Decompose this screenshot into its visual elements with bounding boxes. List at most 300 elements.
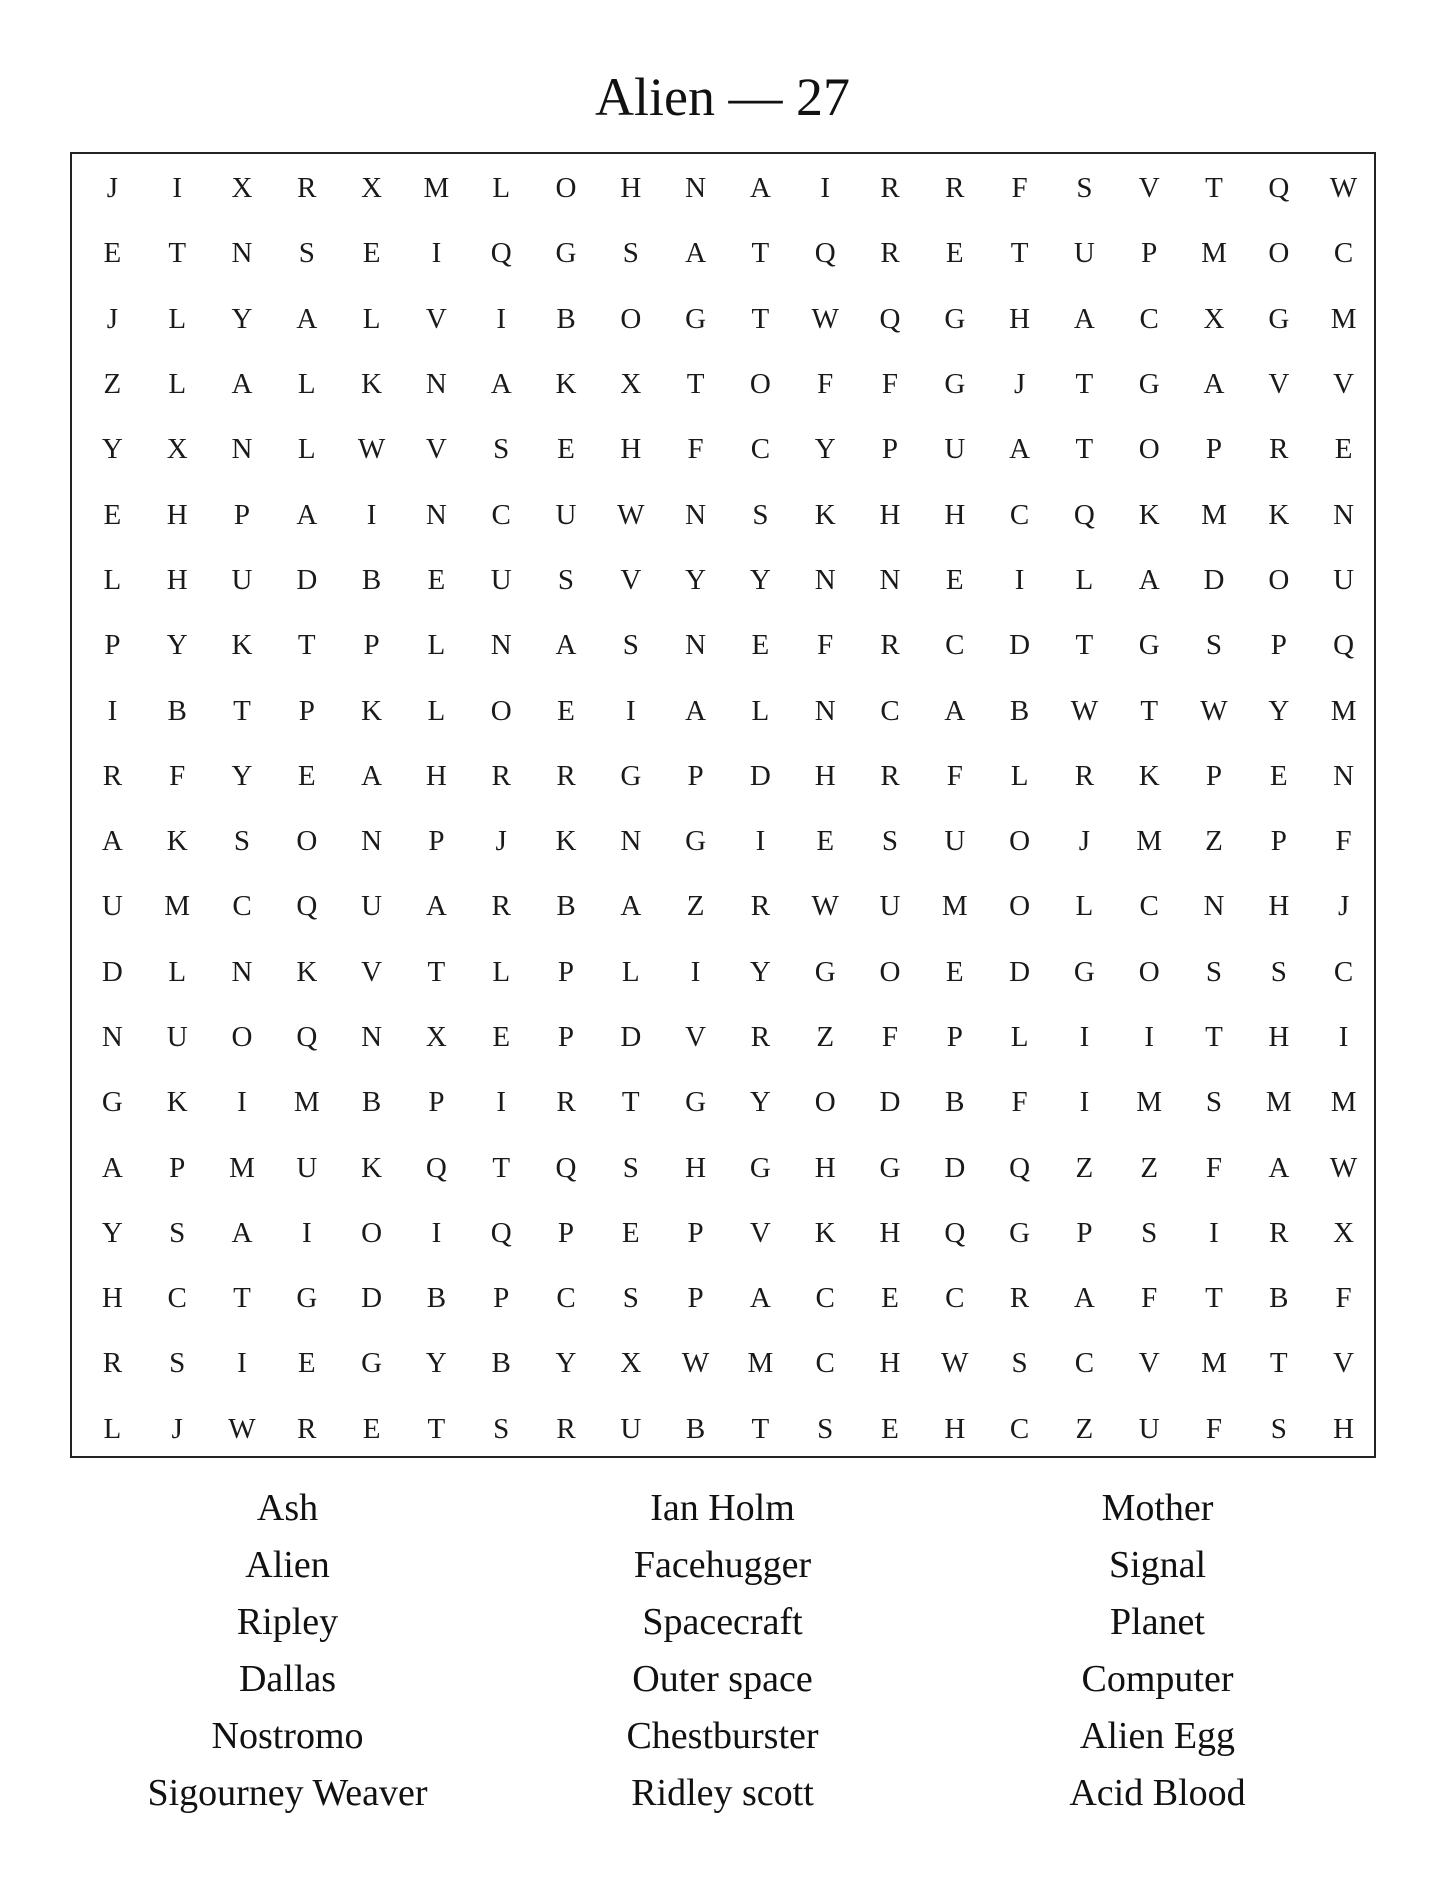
grid-cell: L: [168, 302, 187, 335]
grid-cell: F: [881, 1021, 899, 1053]
grid-cell: K: [296, 955, 318, 988]
grid-cell: U: [879, 890, 901, 923]
grid-cell: A: [490, 368, 512, 401]
grid-cell: T: [233, 1282, 251, 1315]
grid-cell: I: [431, 237, 442, 270]
grid-cell: S: [622, 237, 639, 270]
grid-cell: S: [557, 563, 575, 596]
grid-cell: Z: [1075, 1412, 1094, 1445]
grid-cell: Z: [1205, 825, 1223, 858]
word-list-item: Computer: [1081, 1658, 1234, 1700]
grid-cell: P: [493, 1282, 510, 1315]
grid-cell: A: [1203, 368, 1225, 401]
grid-cell: W: [811, 302, 839, 335]
grid-cell: H: [166, 498, 188, 531]
grid-cell: A: [1009, 433, 1031, 466]
grid-cell: S: [233, 825, 251, 858]
grid-cell: X: [620, 368, 642, 401]
word-list-item: Sigourney Weaver: [147, 1772, 428, 1814]
grid-cell: W: [941, 1347, 969, 1380]
grid-cell: Q: [1073, 498, 1095, 531]
grid-cell: H: [1268, 1021, 1290, 1053]
grid-cell: H: [944, 498, 966, 531]
grid-cell: N: [814, 563, 836, 596]
grid-cell: D: [944, 1151, 966, 1184]
grid-cell: Y: [101, 433, 123, 466]
grid-cell: P: [1076, 1216, 1093, 1249]
grid-cell: N: [685, 498, 707, 531]
grid-cell: K: [166, 825, 188, 858]
grid-cell: M: [423, 172, 450, 205]
grid-cell: X: [1333, 1216, 1355, 1249]
grid-cell: A: [749, 172, 771, 205]
grid-cell: E: [103, 498, 122, 531]
grid-cell: M: [293, 1086, 320, 1119]
grid-cell: T: [621, 1086, 640, 1119]
grid-cell: L: [297, 433, 316, 466]
grid-cell: H: [101, 1282, 123, 1315]
grid-cell: N: [101, 1021, 123, 1053]
grid-cell: P: [1141, 237, 1158, 270]
grid-cell: Z: [103, 368, 122, 401]
grid-cell: S: [622, 1151, 639, 1184]
grid-cell: U: [620, 1412, 642, 1445]
grid-cell: B: [426, 1282, 447, 1315]
grid-cell: T: [1010, 237, 1029, 270]
grid-cell: L: [103, 1412, 122, 1445]
grid-cell: G: [685, 1086, 707, 1119]
grid-cell: F: [1335, 1282, 1352, 1315]
grid-cell: E: [297, 759, 316, 792]
grid-cell: G: [814, 955, 836, 988]
grid-cell: Y: [231, 759, 253, 792]
grid-cell: B: [361, 1086, 382, 1119]
grid-cell: P: [104, 629, 121, 662]
grid-cell: O: [1138, 955, 1160, 988]
grid-cell: X: [425, 1021, 447, 1053]
grid-cell: H: [1009, 302, 1031, 335]
word-list-item: Facehugger: [633, 1544, 812, 1586]
grid-cell: Q: [1333, 629, 1355, 662]
grid-cell: N: [1203, 890, 1225, 923]
grid-cell: B: [556, 890, 576, 923]
grid-cell: Q: [490, 237, 512, 270]
grid-cell: R: [491, 890, 511, 923]
grid-cell: I: [625, 694, 636, 727]
grid-cell: C: [232, 890, 252, 923]
grid-cell: V: [1138, 1347, 1160, 1380]
grid-cell: H: [425, 759, 447, 792]
grid-cell: P: [363, 629, 380, 662]
grid-cell: B: [167, 694, 187, 727]
grid-cell: E: [621, 1216, 640, 1249]
grid-cell: K: [361, 368, 383, 401]
grid-cell: S: [1270, 955, 1287, 988]
grid-cell: O: [879, 955, 901, 988]
grid-cell: E: [1334, 433, 1353, 466]
grid-cell: S: [1011, 1347, 1028, 1380]
grid-cell: P: [1205, 433, 1223, 466]
grid-cell: D: [296, 563, 318, 596]
grid-cell: J: [495, 825, 507, 858]
word-search-grid-frame: [70, 152, 1376, 1458]
grid-cell: X: [620, 1347, 642, 1380]
grid-cell: I: [496, 1086, 507, 1119]
grid-cell: K: [361, 694, 383, 727]
grid-cell: R: [102, 1347, 123, 1380]
grid-cell: E: [427, 563, 446, 596]
grid-cell: Y: [425, 1347, 447, 1380]
word-list-item: Nostromo: [211, 1715, 364, 1757]
grid-cell: Y: [749, 955, 771, 988]
grid-cell: O: [1009, 825, 1031, 858]
grid-cell: R: [102, 759, 123, 792]
grid-cell: N: [1333, 759, 1355, 792]
grid-cell: E: [945, 563, 964, 596]
grid-cell: N: [231, 955, 253, 988]
grid-cell: G: [944, 368, 966, 401]
grid-cell: Y: [1268, 694, 1290, 727]
grid-cell: O: [361, 1216, 383, 1249]
grid-cell: L: [427, 694, 446, 727]
grid-cell: T: [751, 302, 770, 335]
grid-cell: U: [490, 563, 512, 596]
grid-cell: R: [297, 172, 317, 205]
grid-cell: T: [1075, 433, 1094, 466]
grid-cell: E: [816, 825, 835, 858]
grid-cell: U: [231, 563, 253, 596]
grid-cell: A: [685, 237, 707, 270]
grid-cell: F: [169, 759, 186, 792]
grid-cell: B: [1009, 694, 1030, 727]
grid-cell: I: [172, 172, 183, 205]
grid-cell: H: [879, 498, 901, 531]
grid-cell: G: [944, 302, 966, 335]
grid-cell: U: [944, 825, 966, 858]
grid-cell: Y: [749, 563, 771, 596]
grid-cell: J: [1337, 890, 1350, 923]
grid-cell: Y: [685, 563, 707, 596]
grid-cell: D: [620, 1021, 642, 1053]
grid-cell: V: [749, 1216, 771, 1249]
grid-cell: R: [1269, 433, 1289, 466]
grid-cell: K: [555, 368, 577, 401]
grid-cell: O: [1268, 563, 1290, 596]
grid-cell: Z: [1140, 1151, 1159, 1184]
grid-cell: B: [491, 1347, 511, 1380]
grid-cell: Y: [749, 1086, 771, 1119]
grid-cell: F: [687, 433, 704, 466]
grid-cell: O: [490, 694, 512, 727]
grid-cell: M: [1201, 237, 1227, 270]
grid-cell: Q: [1009, 1151, 1031, 1184]
word-list-item: Spacecraft: [642, 1601, 803, 1643]
grid-cell: T: [427, 955, 446, 988]
grid-cell: Q: [814, 237, 836, 270]
grid-cell: S: [493, 1412, 510, 1445]
grid-cell: E: [297, 1347, 316, 1380]
grid-cell: H: [620, 172, 642, 205]
grid-cell: I: [1079, 1086, 1090, 1119]
grid-cell: L: [621, 955, 640, 988]
grid-cell: Y: [101, 1216, 123, 1249]
grid-cell: U: [296, 1151, 318, 1184]
grid-cell: V: [1333, 368, 1355, 401]
grid-cell: C: [945, 1282, 965, 1315]
grid-cell: B: [685, 1412, 706, 1445]
grid-cell: C: [1333, 237, 1354, 270]
grid-cell: P: [1270, 629, 1287, 662]
grid-cell: F: [817, 368, 834, 401]
grid-cell: M: [941, 890, 968, 923]
grid-cell: S: [1076, 172, 1093, 205]
grid-cell: I: [301, 1216, 312, 1249]
grid-cell: Q: [555, 1151, 577, 1184]
grid-cell: G: [620, 759, 642, 792]
grid-cell: L: [362, 302, 381, 335]
grid-cell: C: [815, 1347, 835, 1380]
grid-cell: H: [166, 563, 188, 596]
word-list-item: Chestburster: [626, 1715, 819, 1757]
grid-cell: V: [620, 563, 642, 596]
grid-cell: R: [1009, 1282, 1030, 1315]
grid-cell: A: [944, 694, 966, 727]
grid-cell: S: [169, 1216, 186, 1249]
grid-cell: H: [620, 433, 642, 466]
grid-cell: P: [687, 1282, 704, 1315]
grid-cell: T: [1075, 368, 1094, 401]
grid-cell: S: [817, 1412, 834, 1445]
grid-cell: N: [425, 498, 447, 531]
grid-cell: V: [685, 1021, 707, 1053]
grid-cell: Z: [816, 1021, 835, 1053]
grid-cell: K: [1138, 498, 1160, 531]
grid-cell: C: [167, 1282, 187, 1315]
grid-cell: L: [492, 955, 511, 988]
grid-cell: A: [296, 498, 318, 531]
grid-cell: L: [1075, 563, 1094, 596]
grid-cell: K: [1268, 498, 1290, 531]
grid-cell: R: [945, 172, 965, 205]
grid-cell: I: [820, 172, 831, 205]
grid-cell: A: [1268, 1151, 1290, 1184]
word-list-column: [940, 1480, 1375, 1822]
grid-cell: C: [945, 629, 965, 662]
grid-cell: Y: [166, 629, 188, 662]
word-list-item: Acid Blood: [1069, 1772, 1246, 1814]
word-search-grid: [80, 154, 1376, 1462]
grid-cell: V: [425, 302, 447, 335]
grid-cell: X: [231, 172, 253, 205]
grid-cell: F: [881, 368, 899, 401]
grid-cell: F: [1335, 825, 1352, 858]
grid-cell: D: [361, 1282, 383, 1315]
grid-cell: W: [1200, 694, 1228, 727]
grid-cell: A: [231, 1216, 253, 1249]
grid-cell: O: [1138, 433, 1160, 466]
grid-cell: C: [1074, 1347, 1095, 1380]
grid-cell: J: [1013, 368, 1026, 401]
grid-cell: I: [237, 1086, 247, 1119]
grid-cell: E: [945, 955, 964, 988]
grid-cell: U: [944, 433, 966, 466]
grid-cell: C: [1333, 955, 1354, 988]
grid-cell: O: [296, 825, 318, 858]
grid-cell: T: [297, 629, 316, 662]
grid-cell: E: [881, 1282, 899, 1315]
grid-cell: W: [1329, 172, 1358, 205]
grid-cell: P: [557, 1216, 575, 1249]
grid-cell: M: [1201, 1347, 1227, 1380]
word-list-column: [70, 1480, 505, 1822]
grid-cell: A: [1073, 302, 1095, 335]
word-list-item: Ripley: [236, 1601, 339, 1643]
grid-cell: P: [428, 1086, 445, 1119]
grid-cell: W: [617, 498, 645, 531]
grid-cell: I: [107, 694, 118, 727]
grid-cell: V: [425, 433, 447, 466]
grid-cell: I: [755, 825, 766, 858]
grid-cell: N: [231, 433, 253, 466]
grid-cell: G: [1138, 368, 1160, 401]
grid-cell: B: [361, 563, 382, 596]
grid-cell: U: [1138, 1412, 1160, 1445]
grid-cell: O: [814, 1086, 836, 1119]
grid-cell: J: [106, 172, 119, 205]
grid-cell: H: [814, 1151, 836, 1184]
grid-cell: S: [622, 629, 639, 662]
grid-cell: E: [945, 237, 964, 270]
grid-cell: M: [1201, 498, 1227, 531]
word-list-column: [505, 1480, 940, 1822]
grid-cell: V: [1268, 368, 1290, 401]
grid-cell: G: [1138, 629, 1160, 662]
grid-cell: S: [1141, 1216, 1158, 1249]
grid-cell: P: [298, 694, 315, 727]
grid-cell: G: [879, 1151, 901, 1184]
grid-cell: Q: [490, 1216, 512, 1249]
grid-cell: Q: [1268, 172, 1290, 205]
grid-cell: P: [557, 1021, 575, 1053]
grid-cell: N: [685, 172, 707, 205]
grid-cell: D: [1203, 563, 1225, 596]
grid-cell: R: [556, 1412, 576, 1445]
grid-cell: I: [431, 1216, 442, 1249]
grid-cell: H: [1333, 1412, 1355, 1445]
grid-cell: L: [492, 172, 511, 205]
grid-cell: N: [361, 1021, 383, 1053]
grid-cell: R: [880, 172, 900, 205]
grid-cell: Q: [296, 890, 318, 923]
grid-cell: C: [815, 1282, 835, 1315]
word-list-item: Signal: [1108, 1544, 1207, 1586]
grid-cell: M: [1265, 1086, 1292, 1119]
grid-cell: M: [164, 890, 191, 923]
grid-cell: L: [297, 368, 316, 401]
grid-cell: B: [1269, 1282, 1289, 1315]
grid-cell: L: [427, 629, 446, 662]
grid-cell: U: [101, 890, 123, 923]
grid-cell: V: [1138, 172, 1160, 205]
grid-cell: C: [1139, 890, 1159, 923]
grid-cell: I: [496, 302, 507, 335]
grid-cell: R: [880, 629, 900, 662]
grid-cell: W: [681, 1347, 710, 1380]
grid-cell: L: [1010, 1021, 1029, 1053]
grid-cell: W: [1329, 1151, 1358, 1184]
grid-cell: F: [1011, 1086, 1028, 1119]
grid-cell: P: [687, 759, 704, 792]
grid-cell: N: [685, 629, 707, 662]
grid-cell: H: [1268, 890, 1290, 923]
grid-cell: P: [233, 498, 251, 531]
grid-cell: Q: [296, 1021, 318, 1053]
grid-cell: T: [427, 1412, 446, 1445]
grid-cell: P: [1205, 759, 1223, 792]
grid-cell: C: [1009, 498, 1030, 531]
grid-cell: U: [1073, 237, 1095, 270]
grid-cell: A: [231, 368, 253, 401]
grid-cell: C: [1139, 302, 1159, 335]
grid-cell: M: [1330, 302, 1357, 335]
grid-cell: S: [1205, 955, 1223, 988]
grid-cell: S: [622, 1282, 639, 1315]
grid-cell: F: [1141, 1282, 1158, 1315]
grid-cell: E: [557, 694, 575, 727]
grid-cell: L: [1010, 759, 1029, 792]
grid-cell: N: [361, 825, 383, 858]
grid-cell: T: [1269, 1347, 1288, 1380]
grid-cell: L: [751, 694, 770, 727]
grid-cell: P: [557, 955, 575, 988]
grid-cell: I: [1338, 1021, 1349, 1053]
grid-cell: F: [1011, 172, 1028, 205]
grid-cell: R: [880, 759, 900, 792]
grid-cell: N: [620, 825, 642, 858]
grid-cell: Y: [555, 1347, 577, 1380]
grid-cell: M: [1330, 694, 1357, 727]
grid-cell: Z: [686, 890, 705, 923]
grid-cell: T: [492, 1151, 511, 1184]
grid-cell: B: [556, 302, 576, 335]
word-list: [0, 1480, 1445, 1822]
grid-cell: H: [944, 1412, 966, 1445]
grid-cell: A: [361, 759, 383, 792]
grid-cell: K: [814, 1216, 836, 1249]
grid-cell: N: [879, 563, 901, 596]
grid-cell: M: [747, 1347, 774, 1380]
grid-cell: A: [425, 890, 447, 923]
grid-cell: R: [880, 237, 900, 270]
grid-cell: A: [749, 1282, 771, 1315]
word-list-item: Ian Holm: [650, 1487, 795, 1529]
grid-cell: S: [298, 237, 315, 270]
grid-cell: I: [366, 498, 377, 531]
grid-cell: X: [166, 433, 188, 466]
grid-cell: U: [361, 890, 383, 923]
grid-cell: R: [750, 890, 771, 923]
grid-cell: S: [881, 825, 899, 858]
grid-cell: E: [362, 237, 381, 270]
grid-cell: A: [620, 890, 642, 923]
grid-cell: T: [1205, 1021, 1223, 1053]
grid-cell: H: [879, 1347, 901, 1380]
grid-cell: W: [811, 890, 839, 923]
grid-cell: L: [1075, 890, 1094, 923]
grid-cell: G: [101, 1086, 123, 1119]
grid-cell: C: [1009, 1412, 1030, 1445]
grid-cell: Q: [425, 1151, 447, 1184]
